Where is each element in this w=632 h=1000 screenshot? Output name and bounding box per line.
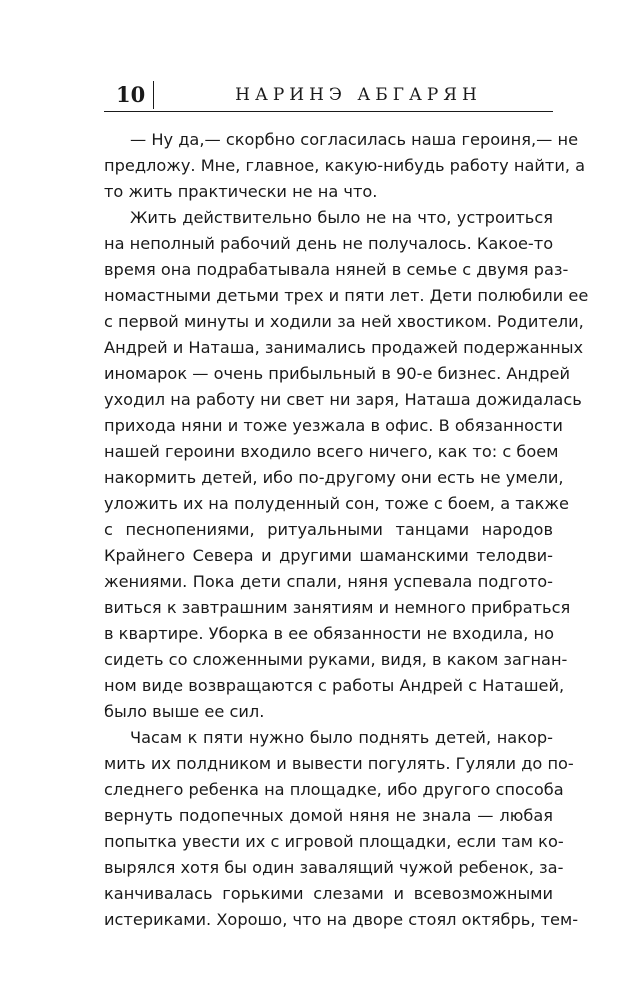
text-line: с песнопениями, ритуальными танцами народов	[104, 520, 553, 539]
author-name: НАРИНЭ АБГАРЯН	[235, 85, 482, 105]
text-line: с первой минуты и ходили за ней хвостиком. Родители,	[104, 312, 584, 331]
header-rule	[104, 111, 553, 112]
text-line: уложить их на полуденный сон, тоже с боем, а также	[104, 494, 569, 513]
text-line: Часам к пяти нужно было поднять детей, накор-	[130, 728, 553, 747]
text-line: мить их полдником и вывести погулять. Гуляли до по-	[104, 754, 574, 773]
text-line: предложу. Мне, главное, какую-нибудь работу найти, а	[104, 156, 586, 175]
text-line: уходил на работу ни свет ни заря, Наташа дожидалась	[104, 390, 582, 409]
text-line: вырялся хотя бы один завалящий чужой ребенок, за-	[104, 858, 564, 877]
body-text	[104, 127, 589, 933]
header-divider	[153, 81, 154, 109]
text-line: в квартире. Уборка в ее обязанности не входила, но	[104, 624, 554, 643]
text-line: Крайнего Севера и другими шаманскими телодви-	[104, 546, 553, 565]
page-number: 10	[116, 82, 146, 107]
text-line: было выше ее сил.	[104, 702, 265, 721]
text-line: следнего ребенка на площадке, ибо другого способа	[104, 780, 564, 799]
text-line: номастными детьми трех и пяти лет. Дети полюбили ее	[104, 286, 589, 305]
text-line: канчивалась горькими слезами и всевозможными	[104, 884, 553, 903]
text-line: истериками. Хорошо, что на дворе стоял октябрь, тем-	[104, 910, 579, 929]
text-line: накормить детей, ибо по-другому они есть не умели,	[104, 468, 564, 487]
text-line: попытка увести их с игровой площадки, если там ко-	[104, 832, 564, 851]
text-line: иномарок — очень прибыльный в 90-е бизнес. Андрей	[104, 364, 571, 383]
text-line: на неполный рабочий день не получалось. Какое-то	[104, 234, 554, 253]
text-line: прихода няни и тоже уезжала в офис. В обязанности	[104, 416, 563, 435]
text-line: Андрей и Наташа, занимались продажей подержанных	[104, 338, 584, 357]
text-line: жениями. Пока дети спали, няня успевала подгото-	[104, 572, 553, 591]
text-line: ном виде возвращаются с работы Андрей с Наташей,	[104, 676, 565, 695]
text-line: — Ну да,— скорбно согласилась наша героиня,— не	[130, 130, 579, 149]
text-line: нашей героини входило всего ничего, как то: с боем	[104, 442, 559, 461]
paragraph-3	[104, 725, 579, 933]
text-line: то жить практически не на что.	[104, 182, 378, 201]
paragraph-2	[104, 205, 589, 725]
text-line: виться к завтрашним занятиям и немного прибраться	[104, 598, 571, 617]
paragraph-1	[104, 127, 586, 205]
text-line: время она подрабатывала няней в семье с двумя раз-	[104, 260, 569, 279]
text-line: сидеть со сложенными руками, видя, в каком загнан-	[104, 650, 568, 669]
text-line: вернуть подопечных домой няня не знала — любая	[104, 806, 553, 825]
running-header	[104, 80, 553, 110]
text-line: Жить действительно было не на что, устроиться	[130, 208, 553, 227]
